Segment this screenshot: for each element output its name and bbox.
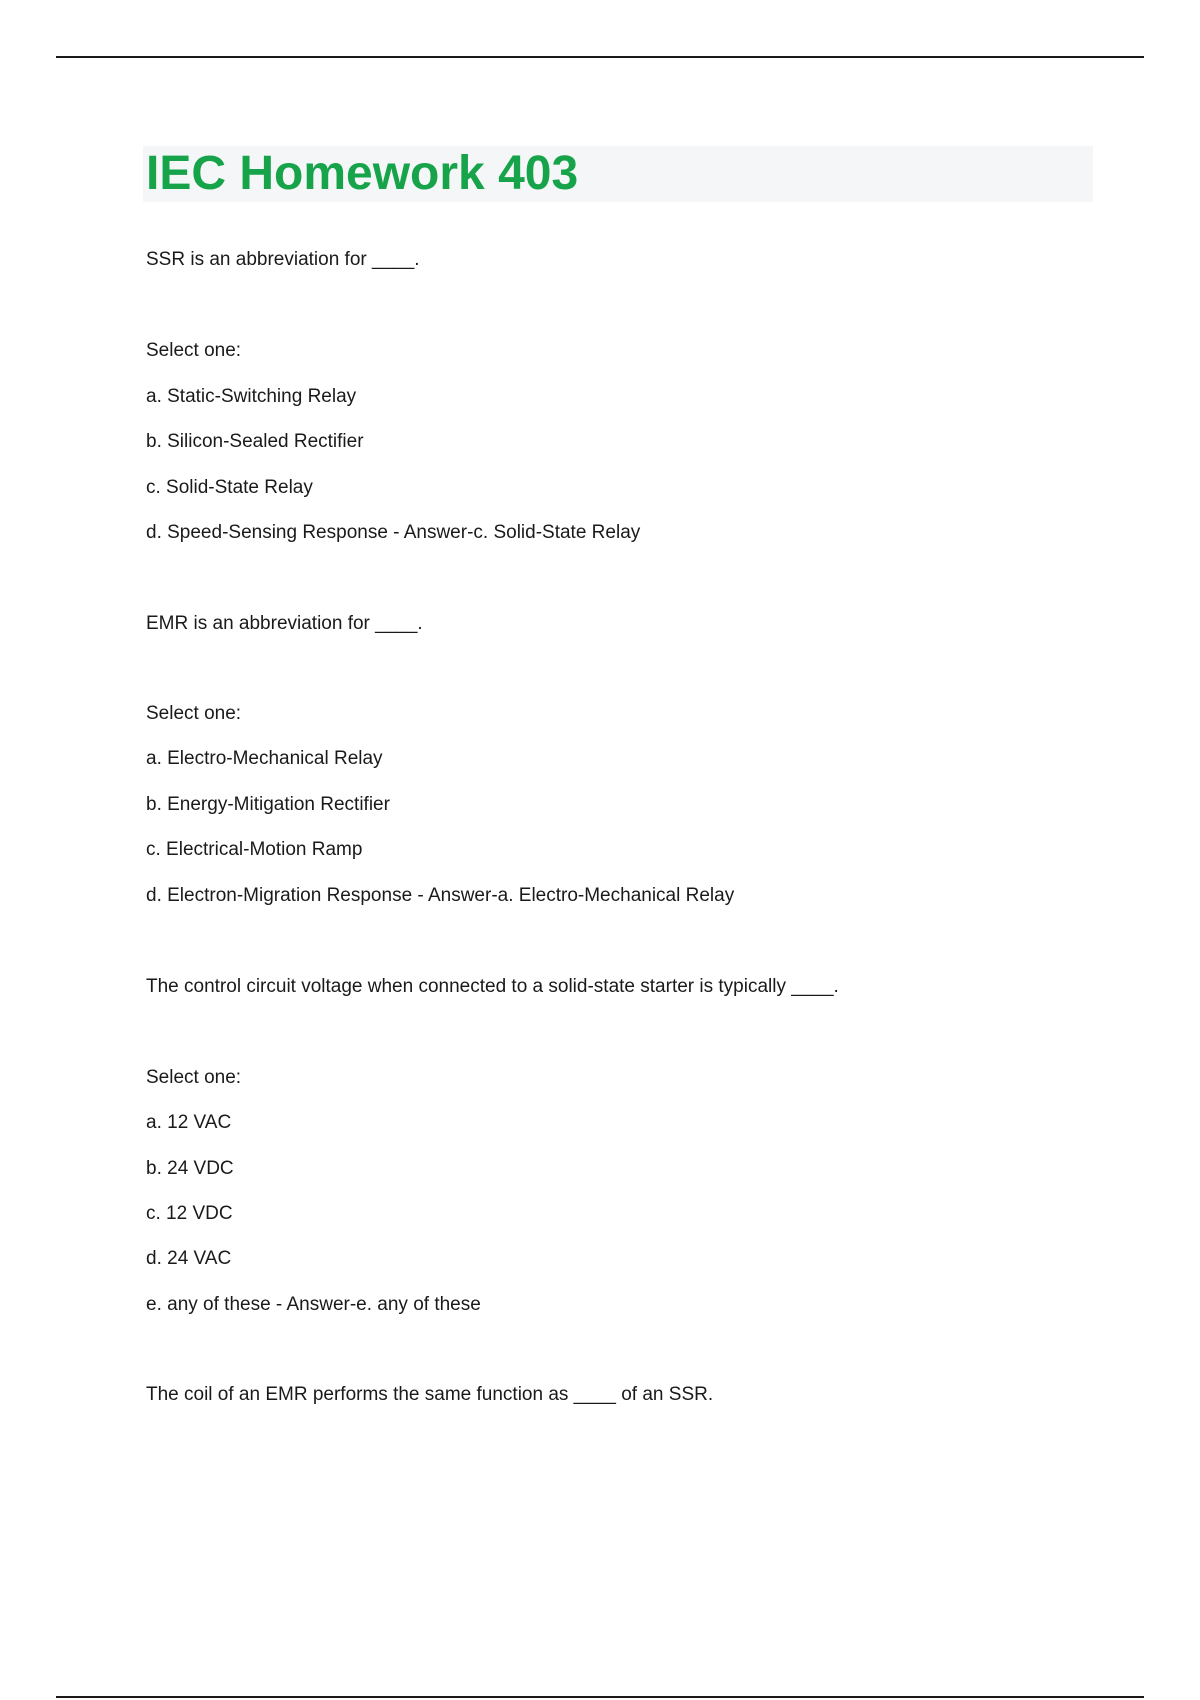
question-2-option-a: a. Electro-Mechanical Relay — [146, 748, 383, 769]
question-1-select-label: Select one: — [146, 340, 242, 361]
question-1-option-b: b. Silicon-Sealed Rectifier — [146, 431, 364, 452]
question-2-option-b: b. Energy-Mitigation Rectifier — [146, 794, 390, 815]
question-2-option-c: c. Electrical-Motion Ramp — [146, 839, 363, 860]
question-3-option-d: d. 24 VAC — [146, 1248, 232, 1269]
question-3-option-b: b. 24 VDC — [146, 1158, 234, 1179]
bottom-divider — [56, 1696, 1144, 1698]
question-1-option-a: a. Static-Switching Relay — [146, 386, 357, 407]
top-divider — [56, 56, 1144, 58]
question-1-option-c: c. Solid-State Relay — [146, 477, 313, 498]
question-3-option-a: a. 12 VAC — [146, 1112, 232, 1133]
question-3-option-c: c. 12 VDC — [146, 1203, 233, 1224]
question-3-select-label: Select one: — [146, 1067, 242, 1088]
question-2-select-label: Select one: — [146, 703, 242, 724]
question-1-option-d-answer: d. Speed-Sensing Response - Answer-c. Solid-State Relay — [146, 522, 641, 543]
question-4-prompt: The coil of an EMR performs the same function as ____ of an SSR. — [146, 1384, 714, 1405]
question-1-prompt: SSR is an abbreviation for ____. — [146, 249, 420, 270]
question-3-option-e-answer: e. any of these - Answer-e. any of these — [146, 1294, 481, 1315]
question-2-option-d-answer: d. Electron-Migration Response - Answer-a. Electro-Mechanical Relay — [146, 885, 735, 906]
question-3-prompt: The control circuit voltage when connected to a solid-state starter is typically ____. — [146, 976, 839, 997]
page-title: IEC Homework 403 — [146, 147, 579, 200]
question-2-prompt: EMR is an abbreviation for ____. — [146, 613, 423, 634]
